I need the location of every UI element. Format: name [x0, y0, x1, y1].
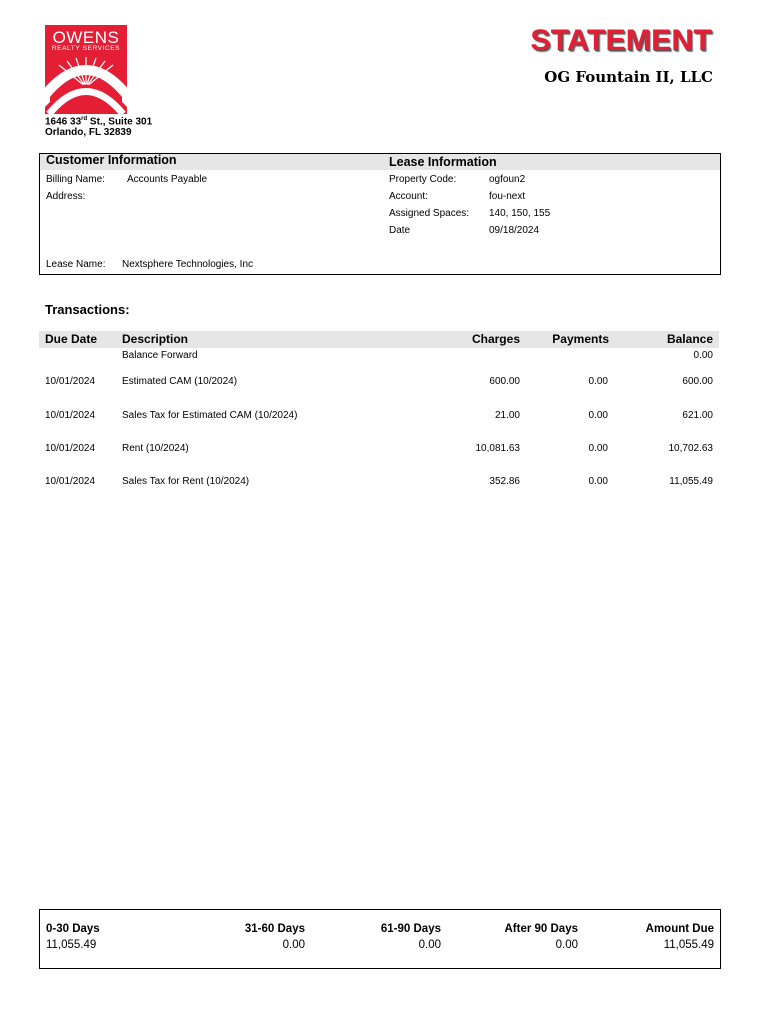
row-payments: 0.00 [588, 410, 608, 421]
row-payments: 0.00 [588, 476, 608, 487]
info-box [39, 153, 721, 275]
table-row [39, 476, 719, 490]
assigned-spaces-value: 140, 150, 155 [489, 208, 551, 219]
row-due-date: 10/01/2024 [45, 376, 96, 387]
aging-61-90-label: 61-90 Days [380, 923, 441, 935]
row-payments: 0.00 [588, 376, 608, 387]
description-header: Description [122, 332, 189, 346]
amount-due-label: Amount Due [645, 923, 714, 935]
transactions-header [39, 331, 719, 348]
row-charges: 352.86 [489, 476, 520, 487]
amount-due-value: 11,055.49 [663, 939, 714, 951]
row-balance: 0.00 [693, 350, 713, 361]
billing-name-value: Accounts Payable [127, 174, 208, 185]
logo-subtitle: REALTY SERVICES [51, 45, 121, 52]
customer-info-title: Customer Information [46, 153, 177, 167]
row-balance: 10,702.63 [668, 443, 713, 454]
address-line-2: Orlando, FL 32839 [45, 127, 132, 138]
aging-31-60-value: 0.00 [282, 939, 305, 951]
statement-title: STATEMENT [530, 24, 712, 57]
row-balance: 600.00 [682, 376, 713, 387]
company-name: OG Fountain II, LLC [544, 68, 713, 86]
table-row [39, 376, 719, 390]
row-balance: 11,055.49 [669, 476, 713, 487]
assigned-spaces-label: Assigned Spaces: [389, 208, 470, 219]
lease-info-title: Lease Information [389, 155, 497, 169]
balance-header: Balance [666, 332, 713, 346]
owens-logo [45, 25, 127, 114]
charges-header: Charges [471, 332, 520, 346]
row-description: Rent (10/2024) [122, 443, 189, 454]
address-label: Address: [46, 191, 86, 202]
aging-0-30-value: 11,055.49 [46, 939, 97, 951]
aging-after-90-value: 0.00 [555, 939, 578, 951]
transactions-title: Transactions: [45, 302, 130, 317]
lease-name-value: Nextsphere Technologies, Inc [122, 259, 254, 270]
account-label: Account: [389, 191, 428, 202]
table-row [39, 350, 719, 364]
row-description: Balance Forward [122, 350, 198, 361]
due-date-header: Due Date [45, 332, 98, 346]
date-value: 09/18/2024 [489, 225, 540, 236]
aging-31-60-label: 31-60 Days [244, 923, 305, 935]
billing-name-label: Billing Name: [46, 174, 105, 185]
property-code-value: ogfoun2 [489, 174, 526, 185]
lease-name-label: Lease Name: [46, 259, 106, 270]
row-charges: 600.00 [489, 376, 520, 387]
row-balance: 621.00 [682, 410, 713, 421]
property-code-label: Property Code: [389, 174, 457, 185]
row-due-date: 10/01/2024 [45, 410, 96, 421]
row-payments: 0.00 [588, 443, 608, 454]
row-charges: 10,081.63 [475, 443, 520, 454]
address-line-1: 1646 33rd St., Suite 301 [45, 116, 153, 128]
row-description: Estimated CAM (10/2024) [122, 376, 238, 387]
date-label: Date [389, 225, 411, 236]
aging-after-90-label: After 90 Days [504, 923, 578, 935]
aging-61-90-value: 0.00 [418, 939, 441, 951]
row-due-date: 10/01/2024 [45, 476, 96, 487]
row-description: Sales Tax for Estimated CAM (10/2024) [122, 410, 298, 421]
row-due-date: 10/01/2024 [45, 443, 96, 454]
aging-0-30-label: 0-30 Days [46, 923, 100, 935]
aging-summary-box [39, 909, 721, 969]
logo-name: OWENS [52, 28, 120, 47]
table-row [39, 410, 719, 424]
row-charges: 21.00 [494, 410, 520, 421]
payments-header: Payments [552, 332, 609, 346]
table-row [39, 443, 719, 457]
row-description: Sales Tax for Rent (10/2024) [122, 476, 250, 487]
account-value: fou-next [489, 191, 526, 202]
